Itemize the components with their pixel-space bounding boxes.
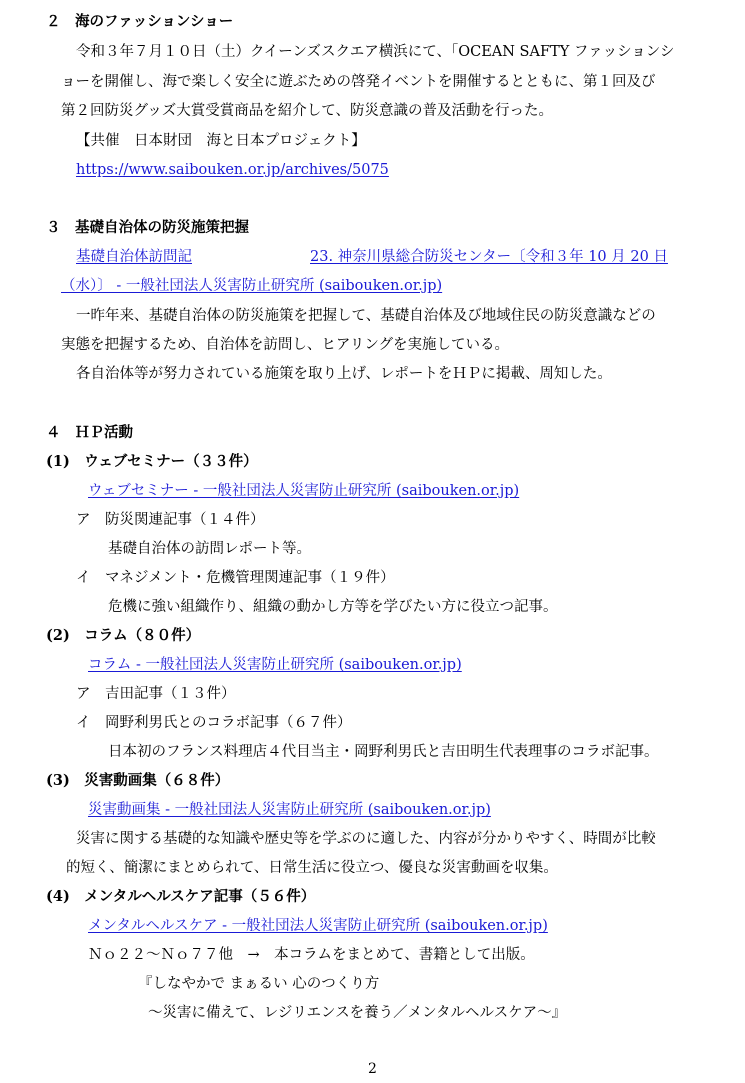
sub-3-body-line-1: 災害に関する基礎的な知識や歴史等を学ぶのに適した、内容が分かりやすく、時間が比較 xyxy=(76,831,656,847)
sub-3-heading: (3) 災害動画集（６８件） xyxy=(46,772,230,789)
sub-1-item-a: ア 防災関連記事（１４件） xyxy=(76,512,265,528)
sub-4-book-line-1: 『しなやかで まぁるい 心のつくり方 xyxy=(138,976,380,992)
sub-3-body-line-2: 的短く、簡潔にまとめられて、日常生活に役立つ、優良な災害動画を収集。 xyxy=(66,860,558,876)
section-4-heading: ４ ＨＰ活動 xyxy=(46,424,133,441)
sub-1-item-i: イ マネジメント・危機管理関連記事（１９件） xyxy=(76,570,395,586)
section-2-heading: ２ 海のファッションショー xyxy=(46,13,234,30)
sub-2-item-i-desc: 日本初のフランス料理店４代目当主・岡野利男氏と吉田明生代表理事のコラボ記事。 xyxy=(108,744,659,760)
section-2-body-line-2: ョーを開催し、海で楽しく安全に遊ぶための啓発イベントを開催するとともに、第１回及び xyxy=(61,74,656,90)
page-number: 2 xyxy=(368,1061,377,1077)
sub-4-link[interactable]: メンタルヘルスケア - 一般社団法人災害防止研究所 (saibouken.or.jp) xyxy=(88,918,548,934)
sub-3-link[interactable]: 災害動画集 - 一般社団法人災害防止研究所 (saibouken.or.jp) xyxy=(88,802,491,818)
section-2-url-link[interactable]: https://www.saibouken.or.jp/archives/5075 xyxy=(76,162,389,178)
section-3-link-title[interactable]: 基礎自治体訪問記 xyxy=(76,249,192,265)
sub-2-heading: (2) コラム（８０件） xyxy=(46,627,201,644)
sub-4-book-line-2: ～災害に備えて、レジリエンスを養う／メンタルヘルスケア～』 xyxy=(148,1005,567,1021)
section-3-body-line-3: 各自治体等が努力されている施策を取り上げ、レポートをＨＰに掲載、周知した。 xyxy=(76,366,612,382)
section-3-body-line-1: 一昨年来、基礎自治体の防災施策を把握して、基礎自治体及び地域住民の防災意識などの xyxy=(76,308,656,324)
section-2-body-line-3: 第２回防災グッズ大賞受賞商品を紹介して、防災意識の普及活動を行った。 xyxy=(61,103,553,119)
sub-1-item-a-desc: 基礎自治体の訪問レポート等。 xyxy=(108,541,311,557)
section-3-body-line-2: 実態を把握するため、自治体を訪問し、ヒアリングを実施している。 xyxy=(61,337,510,353)
section-2-cosponsor: 【共催 日本財団 海と日本プロジェクト】 xyxy=(76,133,366,149)
sub-1-heading: (1) ウェブセミナー（３３件） xyxy=(46,453,258,470)
sub-1-link[interactable]: ウェブセミナー - 一般社団法人災害防止研究所 (saibouken.or.jp) xyxy=(88,483,520,499)
section-3-link-line-1[interactable]: 23. 神奈川県総合防災センター〔令和３年 10 月 20 日 xyxy=(310,249,668,265)
sub-4-body-line-1: Ｎｏ２２～Ｎｏ７７他 → 本コラムをまとめて、書籍として出版。 xyxy=(88,947,535,963)
sub-2-item-a: ア 吉田記事（１３件） xyxy=(76,686,236,702)
sub-4-heading: (4) メンタルヘルスケア記事（５６件） xyxy=(46,888,316,905)
section-3-link-line-2[interactable]: （水）〕 - 一般社団法人災害防止研究所 (saibouken.or.jp) xyxy=(61,278,443,294)
section-3-heading: ３ 基礎自治体の防災施策把握 xyxy=(46,219,249,236)
sub-2-link[interactable]: コラム - 一般社団法人災害防止研究所 (saibouken.or.jp) xyxy=(88,657,462,673)
section-2-body-line-1: 令和３年７月１０日（土）クイーンズスクエア横浜にて、「OCEAN SAFTY ファッションシ xyxy=(76,44,675,60)
sub-2-item-i: イ 岡野利男氏とのコラボ記事（６７件） xyxy=(76,715,352,731)
sub-1-item-i-desc: 危機に強い組織作り、組織の動かし方等を学びたい方に役立つ記事。 xyxy=(108,599,558,615)
